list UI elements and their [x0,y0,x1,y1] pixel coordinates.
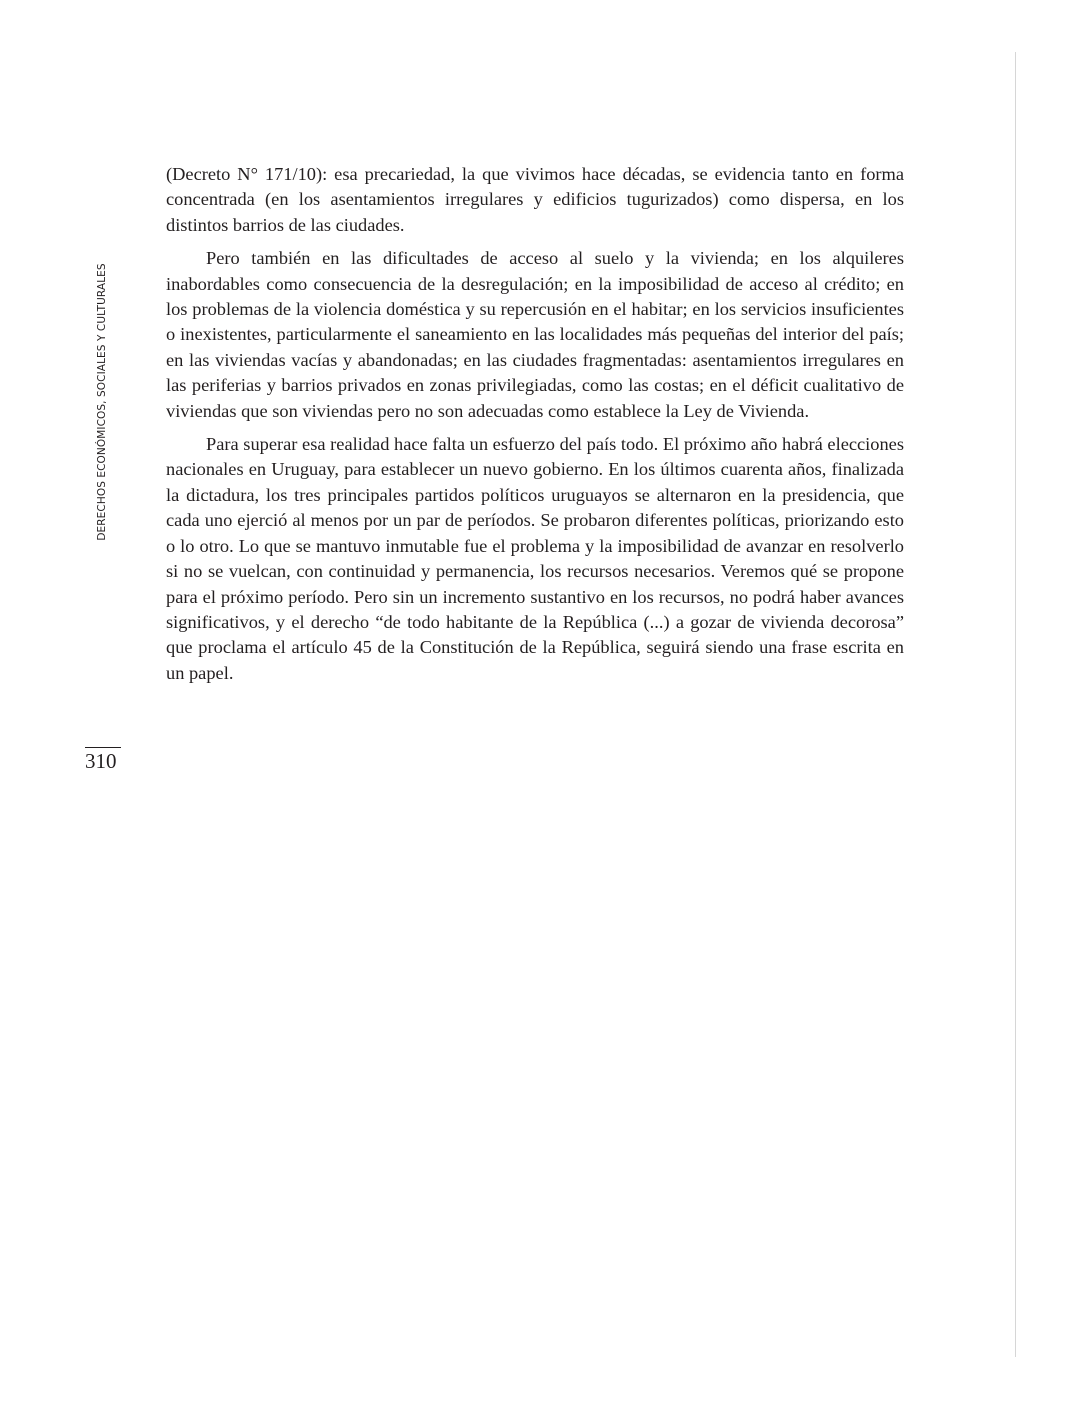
paragraph-2: Pero también en las dificultades de acceso al suelo y la vivienda; en los alquileres inabordables como consecuencia de la desregulación; en la imposibilidad de acceso al crédito; en los problemas de la violencia doméstica y su repercusión en el habitar; en los servicios insuficientes o inexistentes, particularmente el saneamiento en las localidades más pequeñas del interior del país; en las viviendas vacías y abandonadas; en las ciudades fragmentadas: asentamientos irregulares en las periferias y barrios privados en zonas privilegiadas, como las costas; en el déficit cualitativo de viviendas que son viviendas pero no son adecuadas como establece la Ley de Vivienda. [166,248,904,421]
body-text [166,162,904,694]
paragraph-3: Para superar esa realidad hace falta un esfuerzo del país todo. El próximo año habrá elecciones nacionales en Uruguay, para establecer un nuevo gobierno. En los últimos cuarenta años, finalizada la dictadura, los tres principales partidos políticos uruguayos se alternaron en la presidencia, que cada uno ejerció al menos por un par de períodos. Se probaron diferentes políticas, priorizando esto o lo otro. Lo que se mantuvo inmutable fue el problema y la imposibilidad de avanzar en resolverlo si no se vuelcan, con continuidad y permanencia, los recursos necesarios. Veremos qué se propone para el próximo período. Pero sin un incremento sustantivo en los recursos, no podrá haber avances significativos, y el derecho “de todo habitante de la República (...) a gozar de vivienda decorosa” que proclama el artículo 45 de la Constitución de la República, seguirá siendo una frase escrita en un papel. [166,434,904,683]
page-number-rule [85,747,121,748]
page-number: 310 [85,749,117,773]
running-head-text: DERECHOS ECONÓMICOS, SOCIALES Y CULTURALES [96,263,108,541]
page-edge-rule [1015,52,1016,1357]
paragraph-1: (Decreto N° 171/10): esa precariedad, la que vivimos hace décadas, se evidencia tanto en forma concentrada (en los asentamientos irregulares y edificios tugurizados) como dispersa, en los distintos barrios de las ciudades. [166,164,904,235]
